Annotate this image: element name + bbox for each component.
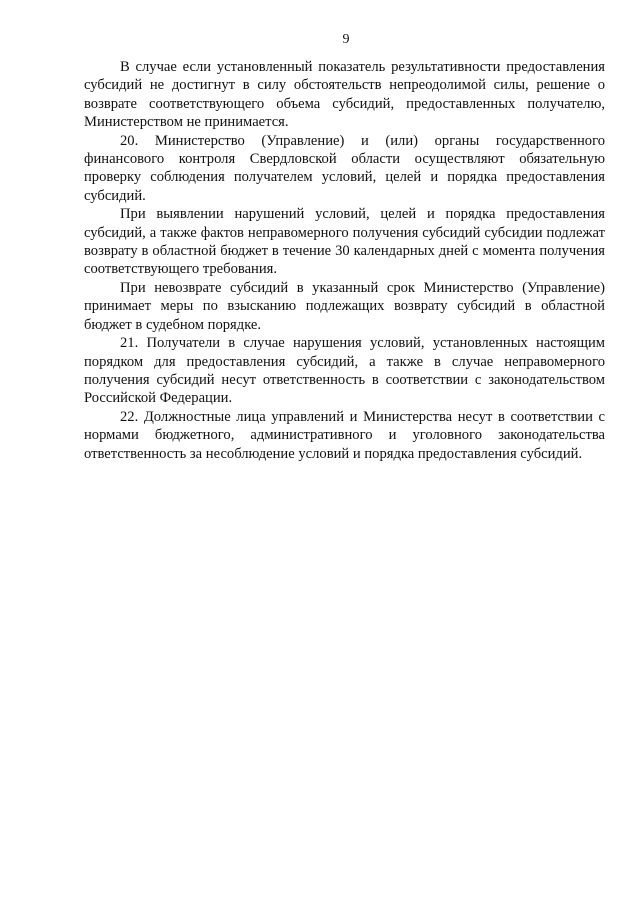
- paragraph-subsidy-result-force-majeure: В случае если установленный показатель результативности предоставления субсидий не достигнут в силу обстоятельств непреодолимой силы, решение о возврате соответствующего объема субсидий, предоставленных получателю, Министерством не принимается.: [84, 59, 605, 131]
- paragraph-22-officials-liability: 22. Должностные лица управлений и Министерства несут в соответствии с нормами бюджетного, административного и уголовного законодательства ответственность за несоблюдение условий и порядка предоставления субсидий.: [84, 408, 605, 462]
- paragraph-non-refund-court: При невозврате субсидий в указанный срок Министерство (Управление) принимает меры по взысканию подлежащих возврату субсидий в областной бюджет в судебном порядке.: [84, 279, 605, 333]
- document-body: [84, 58, 605, 463]
- paragraph-21-recipient-liability: 21. Получатели в случае нарушения условий, установленных настоящим порядком для предоставления субсидий, а также в случае неправомерного получения субсидий несут ответственность в соответствии с законодательством Российской Федерации.: [84, 335, 605, 407]
- page-number: 9: [342, 32, 350, 47]
- paragraph-20-control-audit: 20. Министерство (Управление) и (или) органы государственного финансового контроля Свердловской области осуществляют обязательную проверку соблюдения получателем условий, целей и порядка предоставления субсидий.: [84, 132, 605, 204]
- paragraph-violations-refund: При выявлении нарушений условий, целей и порядка предоставления субсидий, а также фактов неправомерного получения субсидий субсидии подлежат возврату в областной бюджет в течение 30 календарных дней с момента получения соответствующего требования.: [84, 206, 605, 278]
